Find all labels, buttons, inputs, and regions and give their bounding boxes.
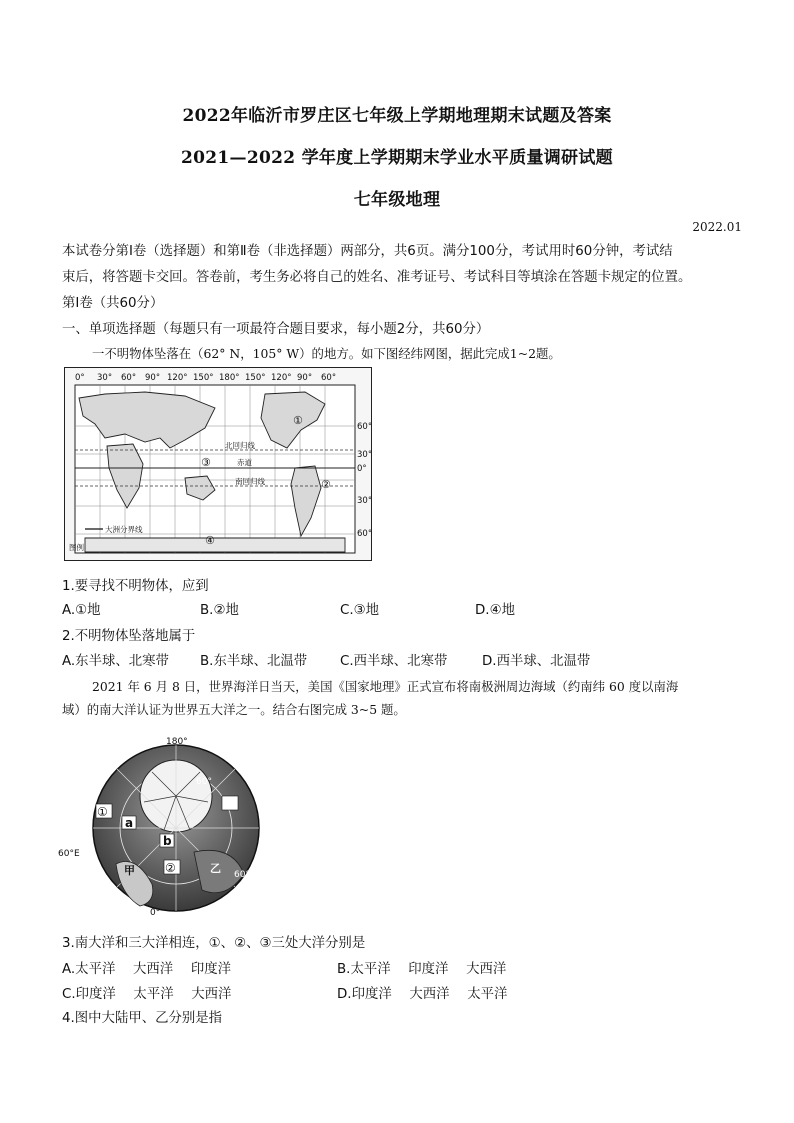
label-legend: 图例 (69, 543, 84, 552)
lon-label: 150° (193, 373, 214, 383)
q1-option-a: A.①地 (62, 603, 101, 618)
polar-marker-1: ① (97, 805, 108, 819)
polar-letter-b: b (163, 834, 172, 848)
lat-label: 30° (357, 450, 371, 460)
lon-label: 90° (297, 373, 313, 383)
q1-option-c: C.③地 (340, 603, 380, 618)
lon-label: 120° (271, 373, 292, 383)
marker-4: ④ (205, 534, 215, 547)
lon-label: 0° (75, 373, 85, 383)
lat-label: 30° (357, 496, 371, 506)
lon-label: 150° (245, 373, 266, 383)
marker-1: ① (293, 414, 303, 427)
polar-label-top: 180° (166, 737, 188, 747)
intro-line-2: 束后，将答题卡交回。答卷前，考生务必将自己的姓名、准考证号、考试科目等填涂在答题卡规定的位置。 (62, 270, 692, 285)
q4-stem: 4.图中大陆甲、乙分别是指 (62, 1011, 223, 1026)
q3-option-d: D.印度洋 大西洋 太平洋 (337, 987, 508, 1002)
q2-option-c: C.西半球、北寒带 (340, 654, 448, 669)
polar-map-svg (56, 734, 286, 918)
doc-subtitle: 2021—2022 学年度上学期期末学业水平质量调研试题 (181, 148, 613, 168)
polar-continent-jia: 甲 (124, 864, 135, 877)
q1-stem: 1.要寻找不明物体，应到 (62, 579, 209, 594)
passage-2-line-2: 域）的南大洋认证为世界五大洋之一。结合右图完成 3~5 题。 (62, 702, 406, 717)
lat-label: 0° (357, 464, 367, 474)
q3-option-b: B.太平洋 印度洋 大西洋 (337, 962, 507, 977)
polar-letter-a: a (125, 816, 134, 830)
q3-option-c: C.印度洋 太平洋 大西洋 (62, 987, 232, 1002)
lon-label: 60° (321, 373, 337, 383)
q3-option-a: A.太平洋 大西洋 印度洋 (62, 962, 231, 977)
q2-stem: 2.不明物体坠落地属于 (62, 629, 196, 644)
lon-label: 120° (167, 373, 188, 383)
section-1-heading: 一、单项选择题（每题只有一项最符合题目要求，每小题2分，共60分） (62, 322, 490, 337)
q3-stem: 3.南大洋和三大洋相连，①、②、③三处大洋分别是 (62, 936, 366, 951)
doc-subject: 七年级地理 (353, 190, 441, 210)
polar-label-lat: 60° (196, 777, 212, 787)
q2-option-b: B.东半球、北温带 (200, 654, 308, 669)
passage-1: 一不明物体坠落在（62° N，105° W）的地方。如下图经纬网图，据此完成1~2题。 (92, 346, 561, 361)
lon-label: 90° (145, 373, 161, 383)
exam-date: 2022.01 (692, 220, 742, 234)
polar-label-left: 60°E (58, 849, 80, 859)
q2-option-d: D.西半球、北温带 (482, 654, 591, 669)
polar-marker-2: ② (165, 861, 176, 875)
label-continent-line: 大洲分界线 (105, 525, 143, 534)
label-equator: 赤道 (237, 458, 252, 467)
polar-marker-3: ③ (223, 797, 234, 811)
lon-label: 30° (97, 373, 113, 383)
intro-line-1: 本试卷分第Ⅰ卷（选择题）和第Ⅱ卷（非选择题）两部分，共6页。满分100分，考试用时60分钟，考试结 (62, 244, 673, 259)
lon-label: 180° (219, 373, 240, 383)
q1-option-b: B.②地 (200, 603, 239, 618)
q1-option-d: D.④地 (475, 603, 515, 618)
lat-label: 60° (357, 529, 371, 539)
world-graticule-map (64, 367, 372, 561)
marker-2: ② (321, 478, 331, 491)
polar-label-bottom: 0° (150, 908, 161, 918)
q2-option-a: A.东半球、北寒带 (62, 654, 169, 669)
doc-title: 2022年临沂市罗庄区七年级上学期地理期末试题及答案 (182, 106, 612, 126)
label-tropic-north: 北回归线 (225, 441, 255, 450)
lon-label: 60° (121, 373, 137, 383)
label-tropic-south: 南回归线 (235, 477, 265, 486)
polar-continent-yi: 乙 (210, 862, 221, 875)
antarctic-polar-map (56, 734, 286, 918)
part-1-heading: 第Ⅰ卷（共60分） (62, 296, 164, 311)
lat-label: 60° (357, 422, 371, 432)
polar-label-right: 60°W (234, 870, 259, 880)
world-map-svg (65, 368, 371, 560)
passage-2-line-1: 2021 年 6 月 8 日，世界海洋日当天，美国《国家地理》正式宣布将南极洲周边海域（约南纬 60 度以南海 (92, 679, 679, 694)
marker-3: ③ (201, 456, 211, 469)
